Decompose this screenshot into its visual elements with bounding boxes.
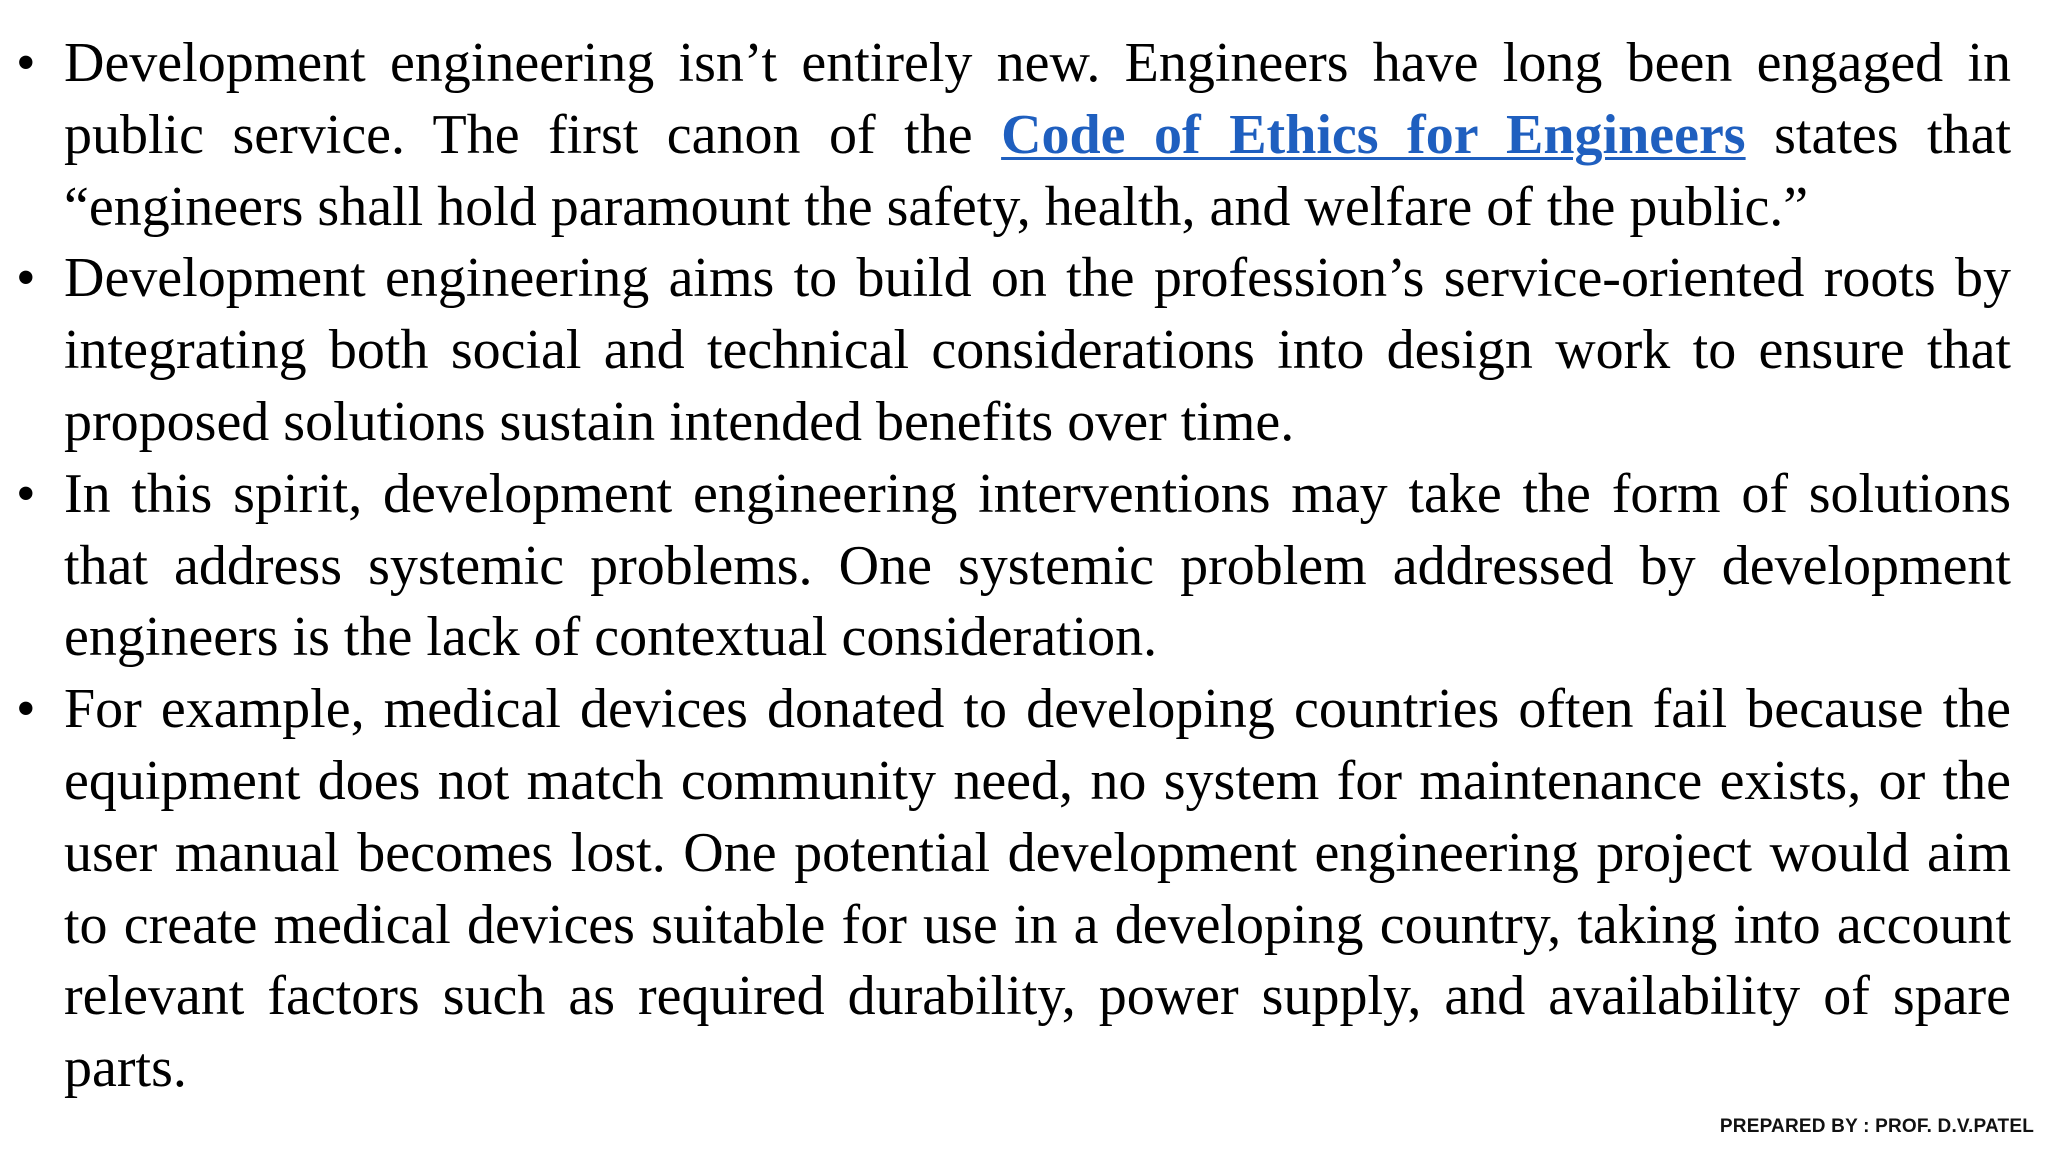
bullet-item <box>16 459 2011 674</box>
bullet-item <box>16 28 2011 243</box>
bullet-text: In this spirit, development engineering interventions may take the form of solutions that address systemic problems. One systemic problem addressed by development engineers is the lack of contextual consideration. <box>64 462 2011 669</box>
bullet-text-intro: Development engineering isn’t entirely new. Engineers have long been engaged in public service. The first canon of the <box>64 32 2011 166</box>
bullet-text: For example, medical devices donated to developing countries often fail because the equipment does not match community need, no system for maintenance exists, or the user manual becomes lost. One potential development engineering project would aim to create medical devices suitable for use in a developing country, taking into account relevant factors such as required durability, power supply, and availability of spare parts. <box>64 678 2011 1100</box>
bullet-dot-icon: • <box>16 678 36 741</box>
bullet-text-continued: states that “engineers shall hold paramount the safety, health, and welfare of the public.” <box>64 103 2012 238</box>
bullet-text: Development engineering aims to build on the profession’s service-oriented roots by integrating both social and technical considerations into design work to ensure that proposed solutions sustain intended benefits over time. <box>64 247 2011 453</box>
bullet-dot-icon: • <box>16 32 36 94</box>
bullet-dot-icon: • <box>16 462 36 525</box>
bullet-list <box>16 28 2011 1105</box>
bullet-item <box>16 674 2011 1105</box>
code-of-ethics-link[interactable]: Code of Ethics for Engineers <box>1001 103 1746 166</box>
bullet-item <box>16 243 2011 458</box>
bullet-dot-icon: • <box>16 247 36 310</box>
footer-credit: PREPARED BY : PROF. D.V.PATEL <box>1719 1116 2034 1137</box>
